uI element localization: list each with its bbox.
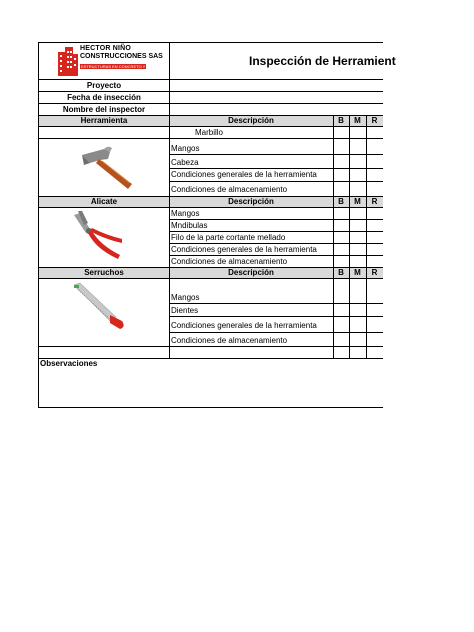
line-a4: [169, 255, 383, 256]
col-header-m-serruchos: M: [354, 268, 361, 277]
col-header-r-alicate: R: [371, 197, 378, 206]
border-col-m: [349, 115, 350, 358]
border-bottom: [38, 407, 383, 408]
item-alicate-filo: Filo de la parte cortante mellado: [171, 233, 286, 242]
line-s1: [169, 303, 383, 304]
project-label: Proyecto: [86, 81, 122, 90]
observations-label: Observaciones: [40, 359, 98, 368]
border-col-b: [333, 115, 334, 358]
item-serruchos-condiciones: Condiciones generales de la herramienta: [171, 321, 317, 330]
col-header-b-alicate: B: [338, 197, 344, 206]
item-alicate-almacenamiento: Condiciones de almacenamiento: [171, 257, 288, 266]
line-a1: [169, 219, 383, 220]
item-alicate-mandibulas: Mndibulas: [171, 221, 208, 230]
line-marbillo-label: [38, 138, 169, 139]
hammer-image: [60, 141, 140, 193]
pliers-image: [66, 209, 126, 265]
section-tool-serruchos: Serruchos: [84, 268, 124, 277]
item-serruchos-mangos: Mangos: [171, 293, 200, 302]
line-m2: [169, 168, 383, 169]
col-header-r: R: [371, 116, 378, 125]
col-header-b: B: [338, 116, 344, 125]
section-tool-marbillo: Marbillo: [194, 128, 223, 137]
item-serruchos-almacenamiento: Condiciones de almacenamiento: [171, 336, 288, 345]
col-header-description-serruchos: Descripción: [228, 268, 274, 277]
item-marbillo-condiciones: Condiciones generales de la herramienta: [171, 170, 317, 179]
item-marbillo-almacenamiento: Condiciones de almacenamiento: [171, 185, 288, 194]
line-m3: [169, 181, 383, 182]
line-project: [38, 91, 383, 92]
col-header-b-serruchos: B: [338, 268, 344, 277]
border-top: [38, 42, 383, 43]
company-name-line2: CONSTRUCCIONES SAS: [80, 53, 163, 60]
col-header-tool: Herramienta: [80, 116, 128, 125]
company-name-line1: HECTOR NIÑO: [80, 45, 132, 52]
col-header-m: M: [354, 116, 361, 125]
line-a3: [169, 243, 383, 244]
item-marbillo-cabeza: Cabeza: [171, 158, 199, 167]
line-a2: [169, 231, 383, 232]
line-below-header: [38, 79, 383, 80]
line-s4: [38, 346, 383, 347]
page-title: Inspección de Herramient: [249, 54, 396, 68]
section-tool-alicate: Alicate: [90, 197, 118, 206]
line-s3: [169, 332, 383, 333]
line-m1: [169, 154, 383, 155]
border-col-r: [366, 115, 367, 358]
item-serruchos-dientes: Dientes: [171, 306, 199, 315]
line-marbillo-label-r: [169, 138, 383, 139]
inspector-label: Nombre del inspector: [62, 105, 146, 114]
saw-image: [70, 281, 130, 331]
item-alicate-condiciones: Condiciones generales de la herramienta: [171, 245, 317, 254]
col-header-r-serruchos: R: [371, 268, 378, 277]
line-serruchos-header: [38, 278, 383, 279]
line-alicate-header: [38, 207, 383, 208]
date-label: Fecha de insección: [67, 93, 141, 102]
company-tagline: ESTRUCTURAS EN CONCRETO Y ACABADOS: [81, 64, 169, 69]
col-header-description-alicate: Descripción: [228, 197, 274, 206]
line-col-header: [38, 126, 383, 127]
item-alicate-mangos: Mangos: [171, 209, 200, 218]
item-marbillo-mangos: Mangos: [171, 144, 200, 153]
col-header-description: Descripción: [228, 116, 274, 125]
col-header-m-alicate: M: [354, 197, 361, 206]
line-s2: [169, 316, 383, 317]
line-date: [38, 103, 383, 104]
